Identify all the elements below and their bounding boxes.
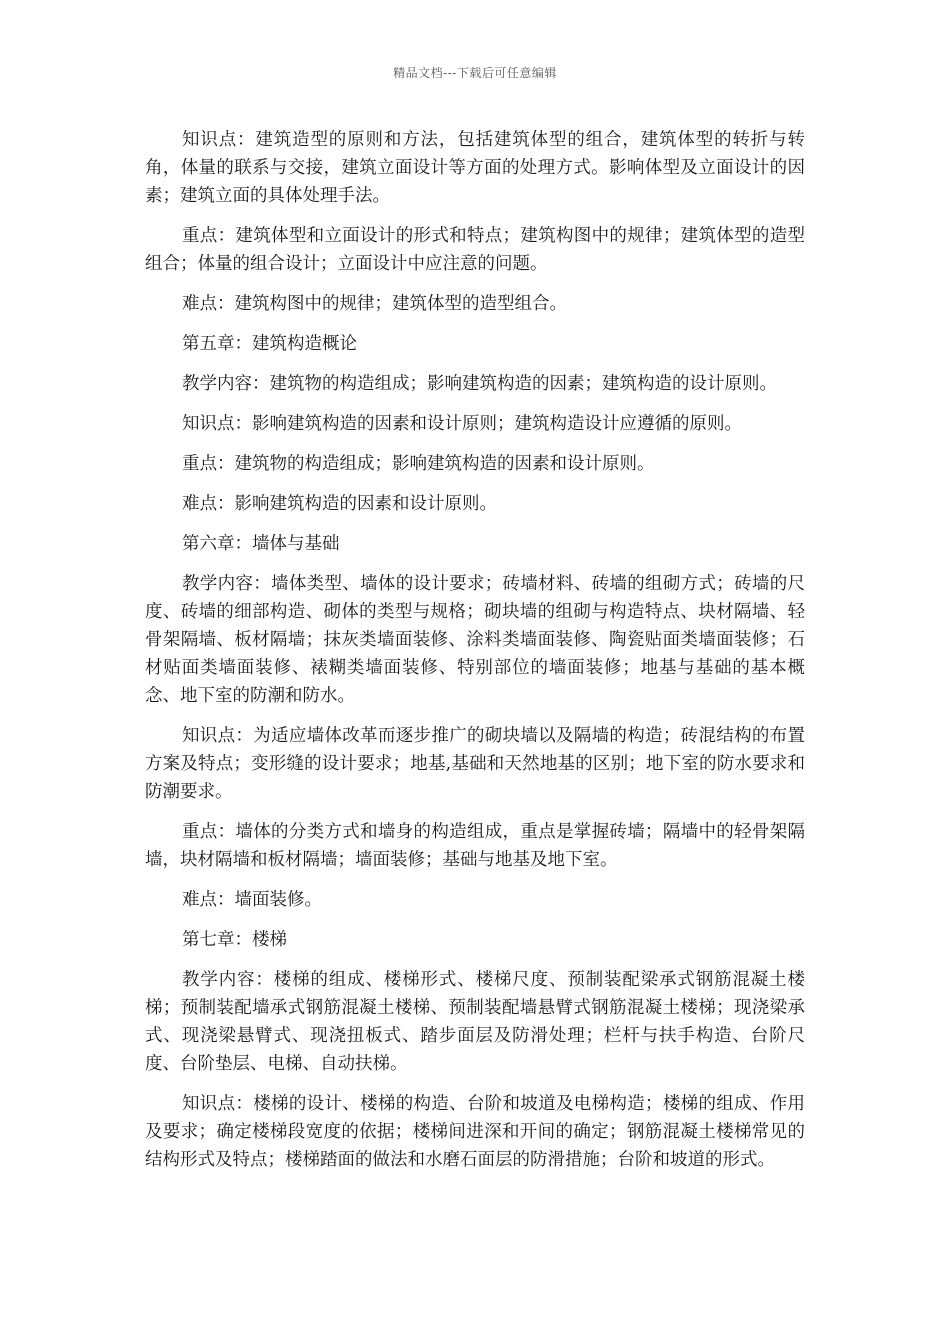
chapter-heading-5: 第五章：建筑构造概论	[182, 334, 357, 354]
page-header: 精品文档---下载后可任意编辑	[393, 66, 557, 80]
paragraph-difficulties-ch4: 难点：建筑构图中的规律；建筑体型的造型组合。	[182, 294, 567, 314]
paragraph-key-points-ch5: 重点：建筑物的构造组成；影响建筑构造的因素和设计原则。	[182, 454, 655, 474]
paragraph-teaching-content-ch6: 教学内容：墙体类型、墙体的设计要求；砖墙材料、砖墙的组砌方式；砖墙的尺度、砖墙的细部构造、砌体的类型与规格；砌块墙的组砌与构造特点、块材隔墙、轻骨架隔墙、板材隔墙；抹灰类墙面装修、涂料类墙面装修、陶瓷贴面类墙面装修；石材贴面类墙面装修、裱糊类墙面装修、特别部位的墙面装修；地基与基础的基本概念、地下室的防潮和防水。	[145, 574, 805, 706]
paragraph-key-points-ch4: 重点：建筑体型和立面设计的形式和特点；建筑构图中的规律；建筑体型的造型组合；体量的组合设计；立面设计中应注意的问题。	[145, 226, 805, 274]
chapter-heading-7: 第七章：楼梯	[182, 930, 287, 950]
paragraph-difficulties-ch6: 难点：墙面装修。	[182, 890, 322, 910]
paragraph-knowledge-points-ch4: 知识点：建筑造型的原则和方法，包括建筑体型的组合，建筑体型的转折与转角，体量的联系与交接，建筑立面设计等方面的处理方式。影响体型及立面设计的因素；建筑立面的具体处理手法。	[145, 130, 805, 206]
paragraph-difficulties-ch5: 难点：影响建筑构造的因素和设计原则。	[182, 494, 497, 514]
paragraph-teaching-content-ch5: 教学内容：建筑物的构造组成；影响建筑构造的因素；建筑构造的设计原则。	[182, 374, 777, 394]
chapter-heading-6: 第六章：墙体与基础	[182, 534, 340, 554]
paragraph-knowledge-points-ch7: 知识点：楼梯的设计、楼梯的构造、台阶和坡道及电梯构造；楼梯的组成、作用及要求；确定楼梯段宽度的依据；楼梯间进深和开间的确定；钢筋混凝土楼梯常见的结构形式及特点；楼梯踏面的做法和水磨石面层的防滑措施；台阶和坡道的形式。	[145, 1094, 805, 1170]
document-body	[145, 126, 805, 1186]
paragraph-knowledge-points-ch5: 知识点：影响建筑构造的因素和设计原则；建筑构造设计应遵循的原则。	[182, 414, 742, 434]
paragraph-teaching-content-ch7: 教学内容：楼梯的组成、楼梯形式、楼梯尺度、预制装配梁承式钢筋混凝土楼梯；预制装配墙承式钢筋混凝土楼梯、预制装配墙悬臂式钢筋混凝土楼梯；现浇梁承式、现浇梁悬臂式、现浇扭板式、踏步面层及防滑处理；栏杆与扶手构造、台阶尺度、台阶垫层、电梯、自动扶梯。	[145, 970, 805, 1074]
paragraph-key-points-ch6: 重点：墙体的分类方式和墙身的构造组成，重点是掌握砖墙；隔墙中的轻骨架隔墙，块材隔墙和板材隔墙；墙面装修；基础与地基及地下室。	[145, 822, 805, 870]
paragraph-knowledge-points-ch6: 知识点：为适应墙体改革而逐步推广的砌块墙以及隔墙的构造；砖混结构的布置方案及特点；变形缝的设计要求；地基,基础和天然地基的区别；地下室的防水要求和防潮要求。	[145, 726, 805, 802]
